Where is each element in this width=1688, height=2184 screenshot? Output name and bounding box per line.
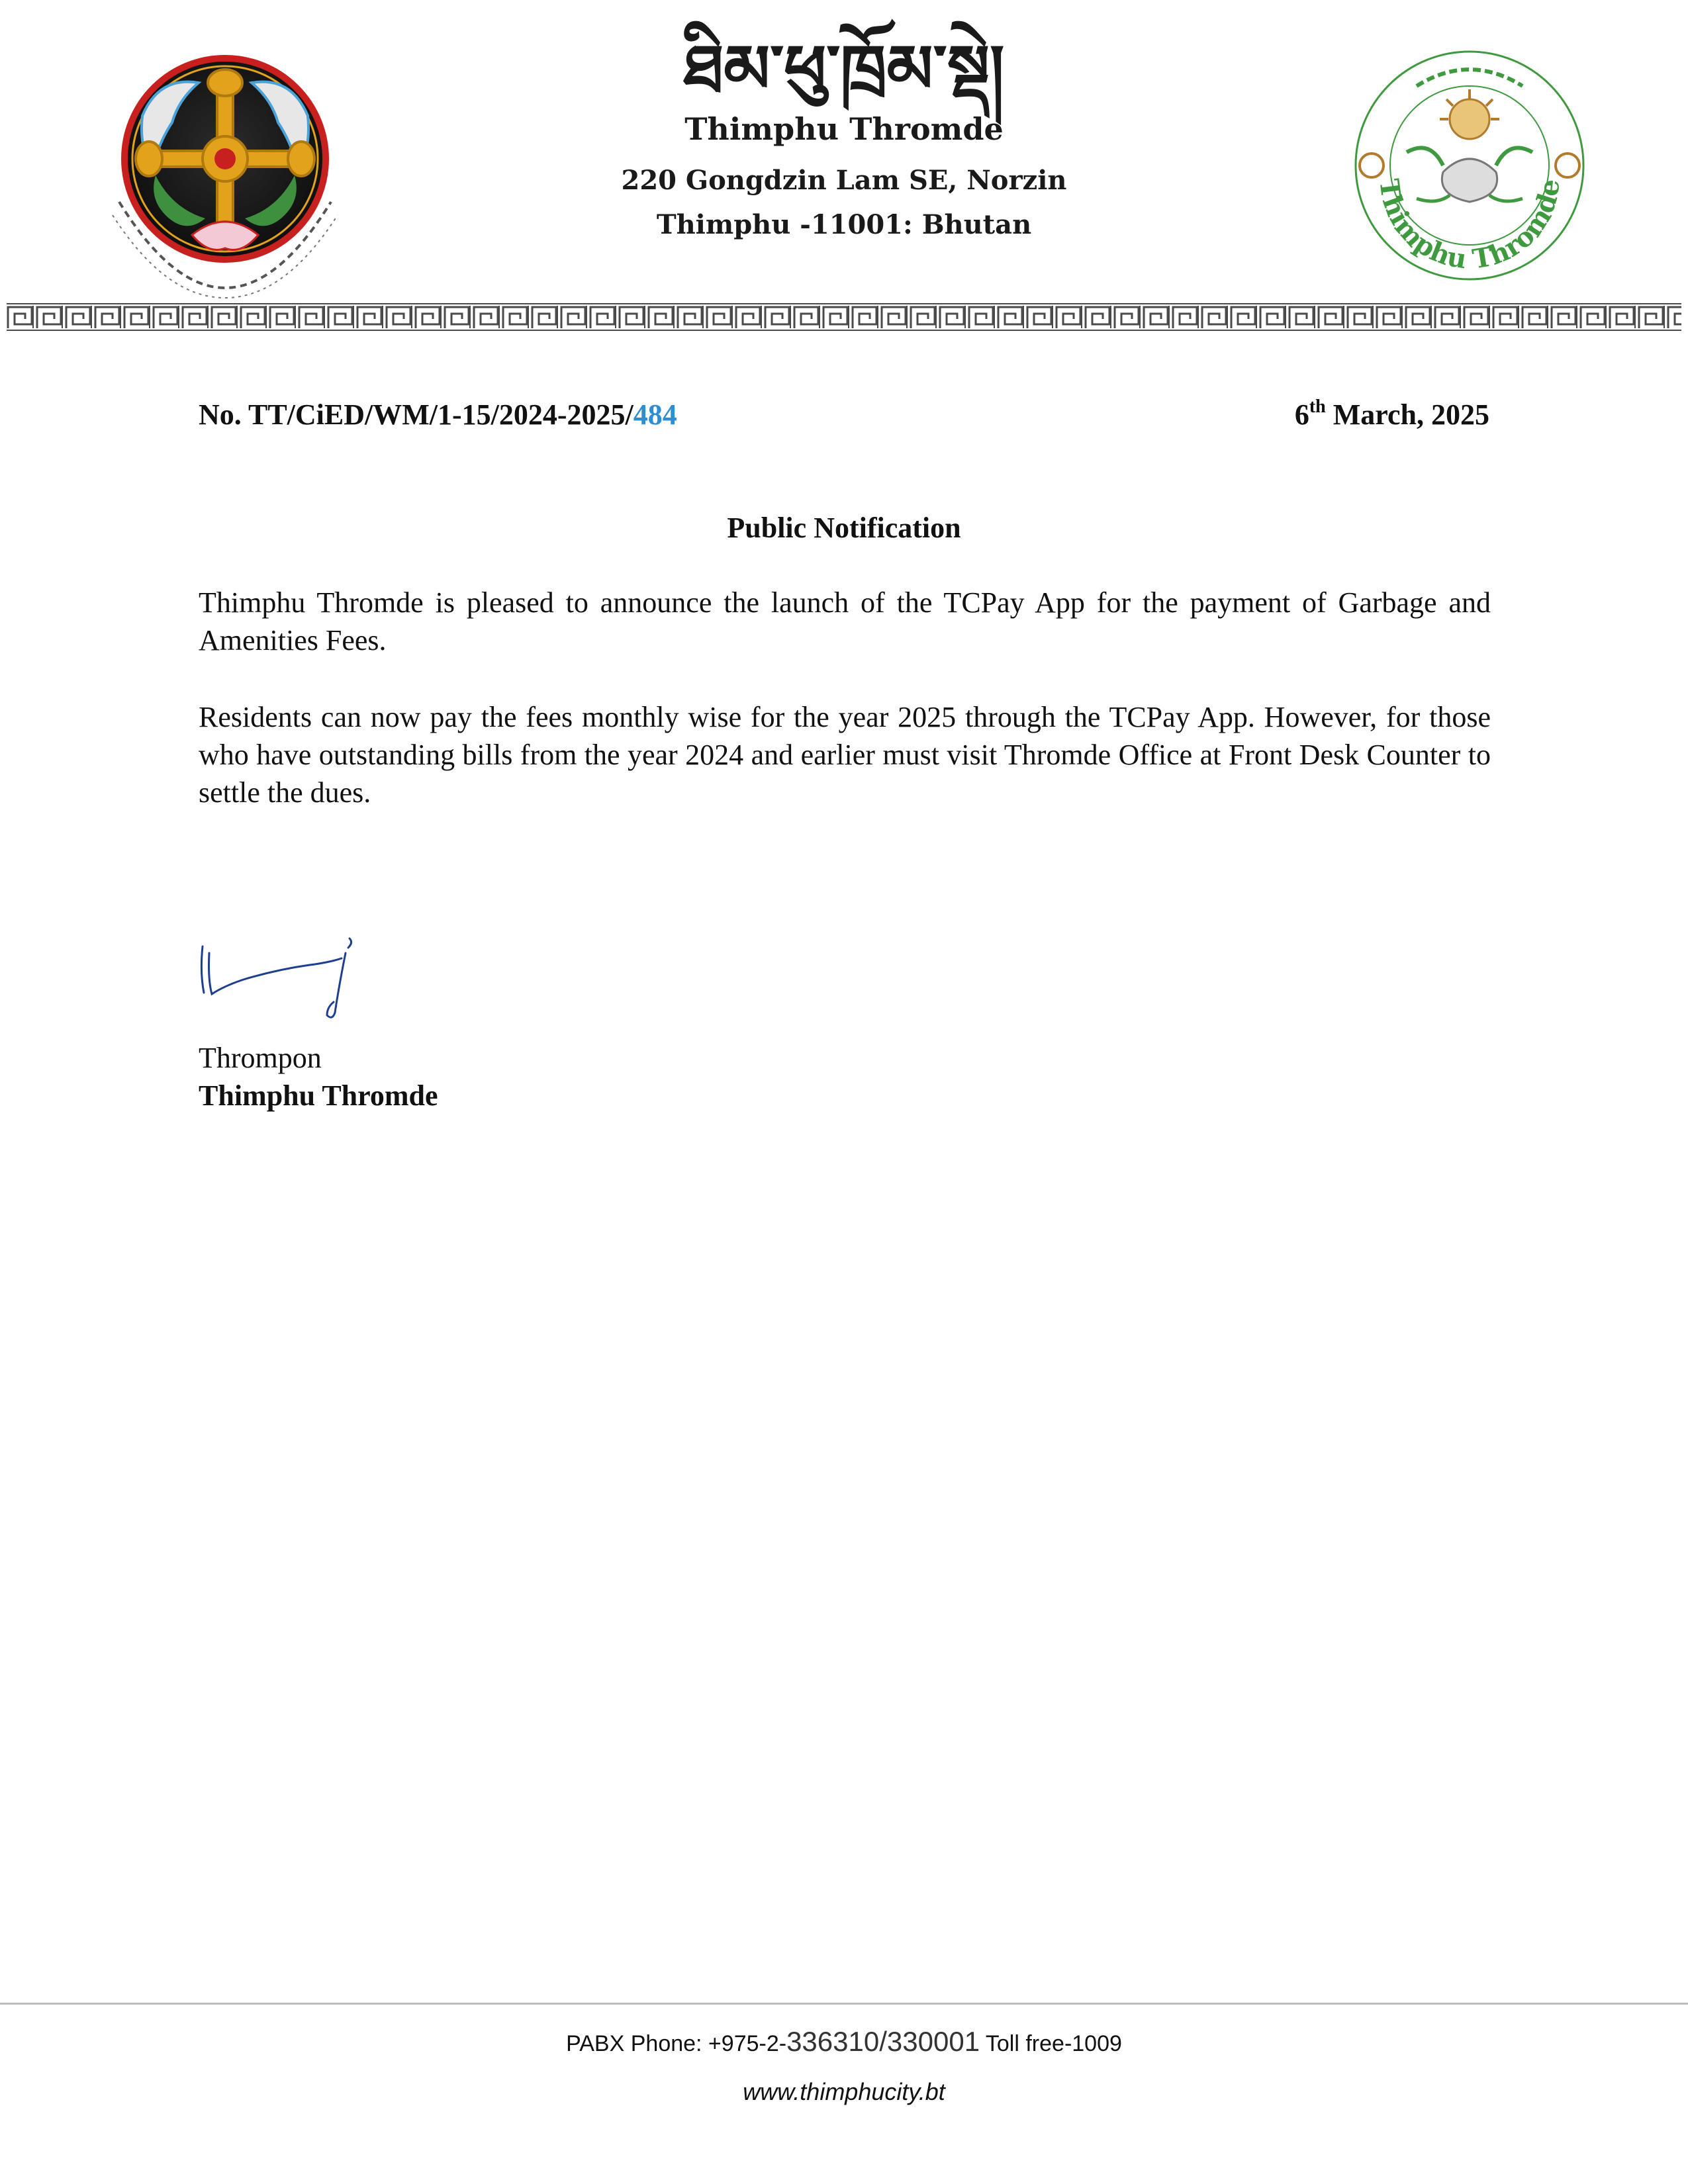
address-line-2: Thimphu -11001: Bhutan <box>656 209 1032 240</box>
phone-numbers: 336310/330001 <box>786 2026 980 2057</box>
notice-paragraph-1: Thimphu Thromde is pleased to announce the launch of the TCPay App for the payment of Garbage and Amenities Fees. <box>199 586 1491 657</box>
seal-text: Thimphu Thromde <box>1373 177 1566 275</box>
reference-row <box>199 392 1489 438</box>
footer-phone <box>0 2022 1688 2064</box>
signatory-organization: Thimphu Thromde <box>199 1079 438 1112</box>
reference-number <box>199 392 677 438</box>
footer-website: www.thimphucity.bt <box>743 2078 945 2105</box>
dzongkha-org-name: ཐིམ་ཕུ་ཁྲོམ་སྡེ། <box>683 30 1005 108</box>
thimphu-thromde-seal-icon <box>1344 40 1595 291</box>
signatory-title: Thrompon <box>199 1042 322 1074</box>
date-day: 6 <box>1294 398 1309 431</box>
phone-label: PABX Phone: +975-2- <box>566 2031 787 2056</box>
handwritten-signature-icon <box>197 933 369 1026</box>
letterhead-border-band <box>7 303 1681 331</box>
notice-date <box>1295 392 1489 438</box>
date-suffix: th <box>1309 396 1326 417</box>
reference-prefix: No. TT/CiED/WM/1-15/2024-2025/ <box>199 398 633 431</box>
reference-serial: 484 <box>633 398 677 431</box>
notice-paragraph-2: Residents can now pay the fees monthly wise for the year 2025 through the TCPay App. However, for those who have outstanding bills from the year 2024 and earlier must visit Thromde Office at Front Desk Counter to settle the dues. <box>199 701 1491 809</box>
letterhead <box>0 0 1688 344</box>
address-line-1: 220 Gongdzin Lam SE, Norzin <box>621 165 1067 196</box>
toll-free: Toll free-1009 <box>980 2031 1122 2056</box>
org-name: Thimphu Thromde <box>684 111 1004 147</box>
date-rest: March, 2025 <box>1325 398 1489 431</box>
notice-title: Public Notification <box>727 512 961 544</box>
footer-divider <box>0 2003 1688 2005</box>
